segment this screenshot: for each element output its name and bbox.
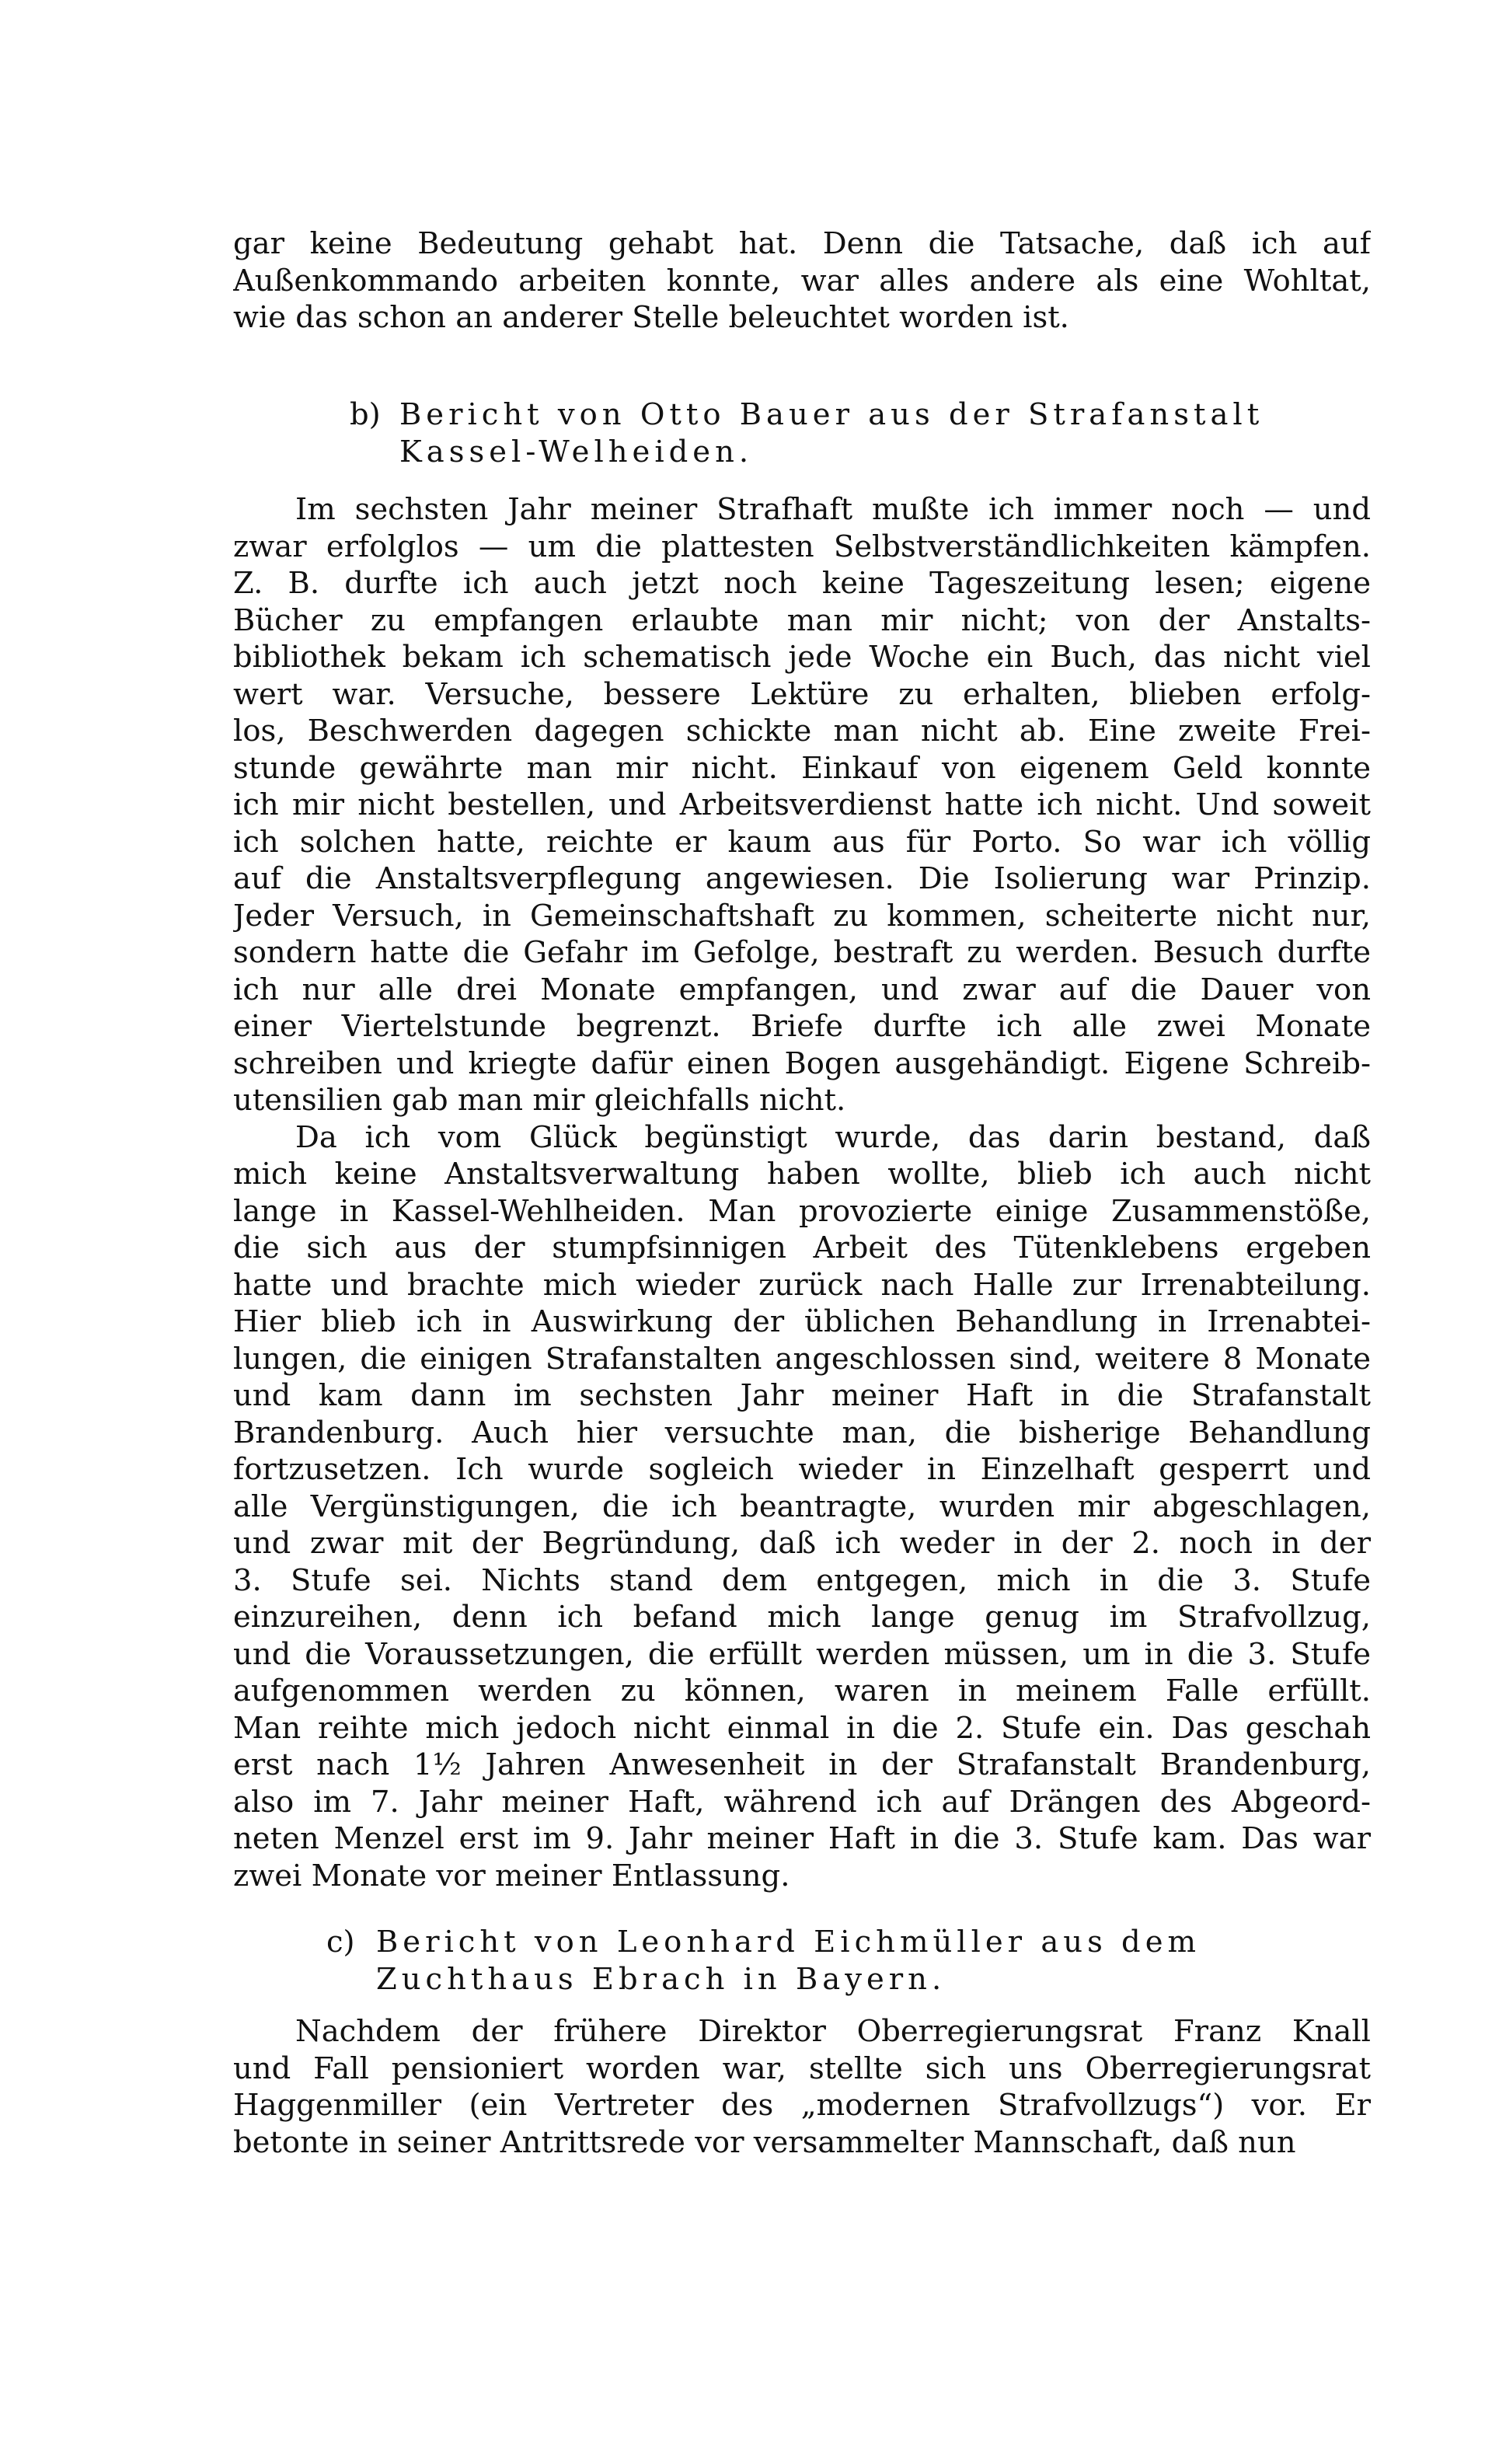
text-line: betonte in seiner Antrittsrede vor versammelter Mannschaft, daß nun: [233, 2124, 1296, 2160]
text-line: lungen, die einigen Strafanstalten angeschlossen sind, weitere 8 Monate: [233, 1341, 1371, 1377]
section-c-marker: c): [326, 1925, 355, 1960]
text-line: utensilien gab man mir gleichfalls nicht.: [233, 1083, 846, 1118]
text-line: fortzusetzen. Ich wurde sogleich wieder in Einzelhaft gesperrt und: [233, 1452, 1371, 1487]
section-c-heading: [326, 1924, 1368, 1998]
text-line: 3. Stufe sei. Nichts stand dem entgegen, mich in die 3. Stufe: [233, 1562, 1371, 1598]
text-line: Außenkommando arbeiten konnte, war alles andere als eine Wohltat,: [233, 263, 1371, 298]
section-c-body: [233, 2013, 1371, 2161]
text-line: alle Vergünstigungen, die ich beantragte, wurden mir abgeschlagen,: [233, 1489, 1371, 1524]
text-line: los, Beschwerden dagegen schickte man nicht ab. Eine zweite Frei-: [233, 714, 1371, 749]
text-line: Im sechsten Jahr meiner Strafhaft mußte ich immer noch — und: [295, 492, 1371, 527]
section-b-heading: [350, 396, 1391, 470]
text-line: hatte und brachte mich wieder zurück nach Halle zur Irrenabteilung.: [233, 1267, 1371, 1303]
text-line: und Fall pensioniert worden war, stellte sich uns Oberregierungsrat: [233, 2050, 1371, 2086]
intro-paragraph: [233, 225, 1371, 337]
text-line: sondern hatte die Gefahr im Gefolge, bestraft zu werden. Besuch durfte: [233, 935, 1371, 970]
text-line: einer Viertelstunde begrenzt. Briefe durfte ich alle zwei Monate: [233, 1009, 1371, 1044]
text-line: erst nach 1½ Jahren Anwesenheit in der Strafanstalt Brandenburg,: [233, 1747, 1371, 1782]
text-line: Hier blieb ich in Auswirkung der üblichen Behandlung in Irrenabtei-: [233, 1304, 1371, 1339]
text-line: wert war. Versuche, bessere Lektüre zu erhalten, blieben erfolg-: [233, 676, 1371, 712]
text-line: Nachdem der frühere Direktor Oberregierungsrat Franz Knall: [295, 2014, 1371, 2049]
section-b-title-line-1: b) Bericht von Otto Bauer aus der Strafanstalt: [350, 397, 1264, 432]
text-line: die sich aus der stumpfsinnigen Arbeit des Tütenklebens ergeben: [233, 1230, 1371, 1265]
text-line: mich keine Anstaltsverwaltung haben wollte, blieb ich auch nicht: [233, 1157, 1371, 1192]
text-line: Man reihte mich jedoch nicht einmal in die 2. Stufe ein. Das geschah: [233, 1710, 1371, 1746]
text-line: also im 7. Jahr meiner Haft, während ich auf Drängen des Abgeord-: [233, 1784, 1371, 1820]
text-line: zwar erfolglos — um die plattesten Selbstverständlichkeiten kämpfen.: [233, 529, 1371, 564]
text-line: Da ich vom Glück begünstigt wurde, das darin bestand, daß: [295, 1119, 1371, 1155]
text-line: ich solchen hatte, reichte er kaum aus für Porto. So war ich völlig: [233, 824, 1371, 860]
section-c-title-line-2: Zuchthaus Ebrach in Bayern.: [376, 1961, 946, 1997]
text-line: schreiben und kriegte dafür einen Bogen ausgehändigt. Eigene Schreib-: [233, 1045, 1371, 1081]
text-line: neten Menzel erst im 9. Jahr meiner Haft in die 3. Stufe kam. Das war: [233, 1821, 1371, 1856]
text-line: und die Voraussetzungen, die erfüllt werden müssen, um in die 3. Stufe: [233, 1636, 1371, 1672]
text-line: und kam dann im sechsten Jahr meiner Haft in die Strafanstalt: [233, 1378, 1371, 1413]
text-line: wie das schon an anderer Stelle beleuchtet worden ist.: [233, 300, 1069, 335]
text-line: zwei Monate vor meiner Entlassung.: [233, 1858, 790, 1893]
text-line: ich mir nicht bestellen, und Arbeitsverdienst hatte ich nicht. Und soweit: [233, 787, 1371, 822]
text-line: stunde gewährte man mir nicht. Einkauf von eigenem Geld konnte: [233, 750, 1371, 786]
section-c-title-line-1: c) Bericht von Leonhard Eichmüller aus dem: [326, 1925, 1201, 1960]
text-line: Z. B. durfte ich auch jetzt noch keine Tageszeitung lesen; eigene: [233, 566, 1371, 601]
text-line: auf die Anstaltsverpflegung angewiesen. Die Isolierung war Prinzip.: [233, 861, 1371, 896]
section-b-body: [233, 491, 1371, 1894]
text-line: Haggenmiller (ein Vertreter des „modernen Strafvollzugs“) vor. Er: [233, 2088, 1371, 2123]
section-b-marker: b): [350, 397, 381, 432]
text-line: Jeder Versuch, in Gemeinschaftshaft zu kommen, scheiterte nicht nur,: [233, 898, 1371, 934]
text-line: aufgenommen werden zu können, waren in meinem Falle erfüllt.: [233, 1673, 1371, 1708]
text-line: einzureihen, denn ich befand mich lange genug im Strafvollzug,: [233, 1600, 1371, 1635]
text-line: bibliothek bekam ich schematisch jede Woche ein Buch, das nicht viel: [233, 640, 1371, 675]
text-line: lange in Kassel-Wehlheiden. Man provozierte einige Zusammenstöße,: [233, 1193, 1371, 1229]
section-b-title-line-2: Kassel-Welheiden.: [399, 434, 754, 469]
text-line: Brandenburg. Auch hier versuchte man, die bisherige Behandlung: [233, 1415, 1371, 1450]
text-line: Bücher zu empfangen erlaubte man mir nicht; von der Anstalts-: [233, 602, 1371, 638]
text-line: und zwar mit der Begründung, daß ich weder in der 2. noch in der: [233, 1526, 1371, 1561]
text-line: gar keine Bedeutung gehabt hat. Denn die Tatsache, daß ich auf: [233, 226, 1371, 261]
text-line: ich nur alle drei Monate empfangen, und zwar auf die Dauer von: [233, 972, 1371, 1007]
